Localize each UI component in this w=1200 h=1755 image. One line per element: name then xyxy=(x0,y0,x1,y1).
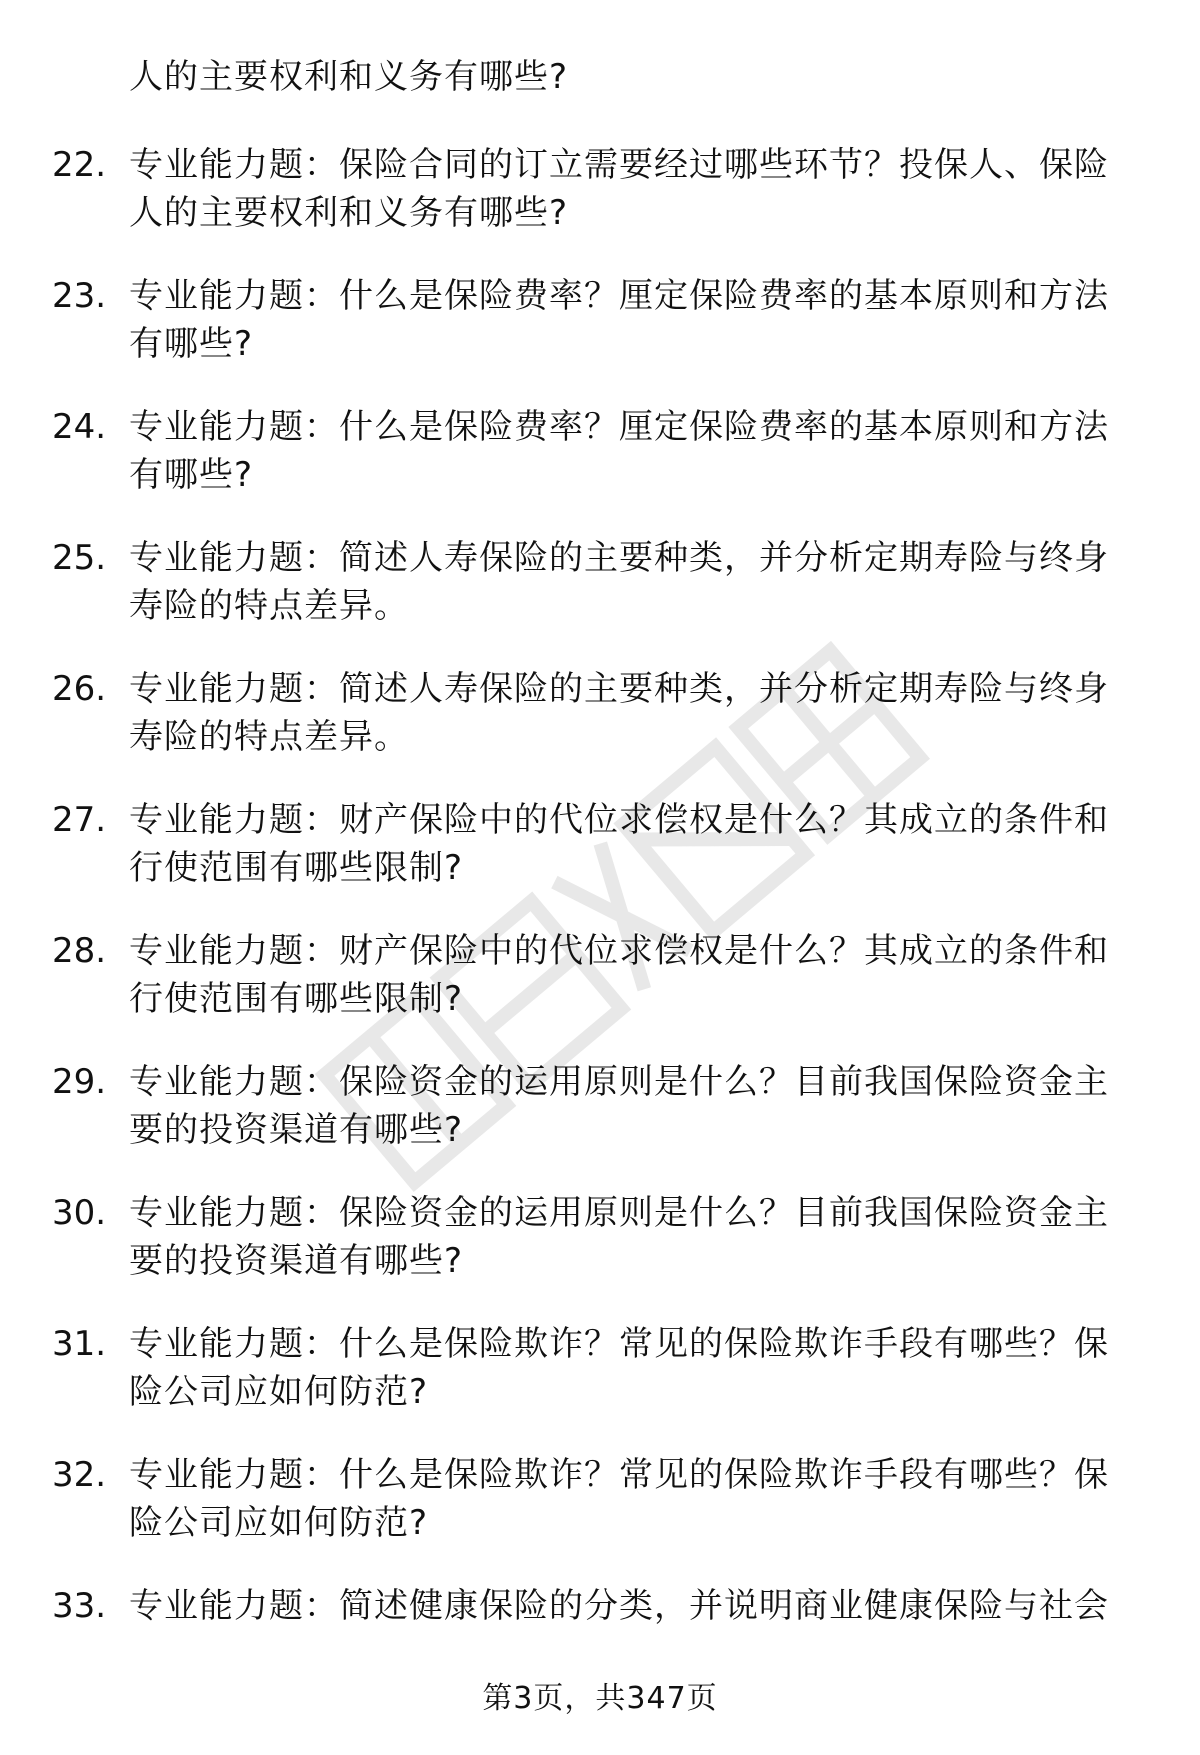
question-text-line-1: 专业能力题：什么是保险欺诈？常见的保险欺诈手段有哪些？保 xyxy=(129,1324,1109,1364)
question-item xyxy=(0,533,1200,664)
question-number: 32. xyxy=(52,1455,107,1495)
question-text-line-1: 专业能力题：财产保险中的代位求偿权是什么？其成立的条件和 xyxy=(129,800,1109,840)
question-text-line-2: 有哪些? xyxy=(129,324,254,364)
question-item xyxy=(0,140,1200,271)
question-item xyxy=(0,271,1200,402)
question-text-line-1: 专业能力题：简述人寿保险的主要种类，并分析定期寿险与终身 xyxy=(129,669,1109,709)
question-text-line-1: 专业能力题：什么是保险费率？厘定保险费率的基本原则和方法 xyxy=(129,407,1109,447)
question-text-line-1: 专业能力题：保险合同的订立需要经过哪些环节？投保人、保险 xyxy=(129,145,1109,185)
question-number: 23. xyxy=(52,276,107,316)
question-text-line-1: 专业能力题：保险资金的运用原则是什么？目前我国保险资金主 xyxy=(129,1193,1109,1233)
question-text-line-1: 专业能力题：什么是保险欺诈？常见的保险欺诈手段有哪些？保 xyxy=(129,1455,1109,1495)
question-text-line-2: 行使范围有哪些限制? xyxy=(129,848,464,888)
question-text-line-2: 要的投资渠道有哪些? xyxy=(129,1241,464,1281)
question-number: 28. xyxy=(52,931,107,971)
question-text-line-1: 专业能力题：财产保险中的代位求偿权是什么？其成立的条件和 xyxy=(129,931,1109,971)
question-item xyxy=(0,795,1200,926)
question-list xyxy=(0,140,1200,1712)
question-item xyxy=(0,1319,1200,1450)
page-number: 第3页，共347页 xyxy=(482,1681,718,1716)
question-item xyxy=(0,1188,1200,1319)
question-number: 33. xyxy=(52,1586,107,1626)
question-number: 22. xyxy=(52,145,107,185)
question-text-line-2: 要的投资渠道有哪些? xyxy=(129,1110,464,1150)
question-number: 26. xyxy=(52,669,107,709)
question-text-line-2: 有哪些? xyxy=(129,455,254,495)
question-number: 24. xyxy=(52,407,107,447)
question-text-line-2: 险公司应如何防范? xyxy=(129,1503,429,1543)
continuation-line: 人的主要权利和义务有哪些? xyxy=(129,57,569,97)
question-number: 30. xyxy=(52,1193,107,1233)
question-text-line-2: 寿险的特点差异。 xyxy=(129,586,409,626)
question-text-line-2: 行使范围有哪些限制? xyxy=(129,979,464,1019)
question-item xyxy=(0,1450,1200,1581)
question-number: 25. xyxy=(52,538,107,578)
question-text-line-2: 寿险的特点差异。 xyxy=(129,717,409,757)
question-text-line-1: 专业能力题：简述人寿保险的主要种类，并分析定期寿险与终身 xyxy=(129,538,1109,578)
question-number: 29. xyxy=(52,1062,107,1102)
question-text-line-1: 专业能力题：保险资金的运用原则是什么？目前我国保险资金主 xyxy=(129,1062,1109,1102)
question-item xyxy=(0,664,1200,795)
question-number: 31. xyxy=(52,1324,107,1364)
question-number: 27. xyxy=(52,800,107,840)
question-text-line-1: 专业能力题：简述健康保险的分类，并说明商业健康保险与社会 xyxy=(129,1586,1109,1626)
question-text-line-2: 人的主要权利和义务有哪些? xyxy=(129,193,569,233)
question-text-line-1: 专业能力题：什么是保险费率？厘定保险费率的基本原则和方法 xyxy=(129,276,1109,316)
question-item xyxy=(0,402,1200,533)
question-text-line-2: 险公司应如何防范? xyxy=(129,1372,429,1412)
question-item xyxy=(0,926,1200,1057)
question-item xyxy=(0,1057,1200,1188)
